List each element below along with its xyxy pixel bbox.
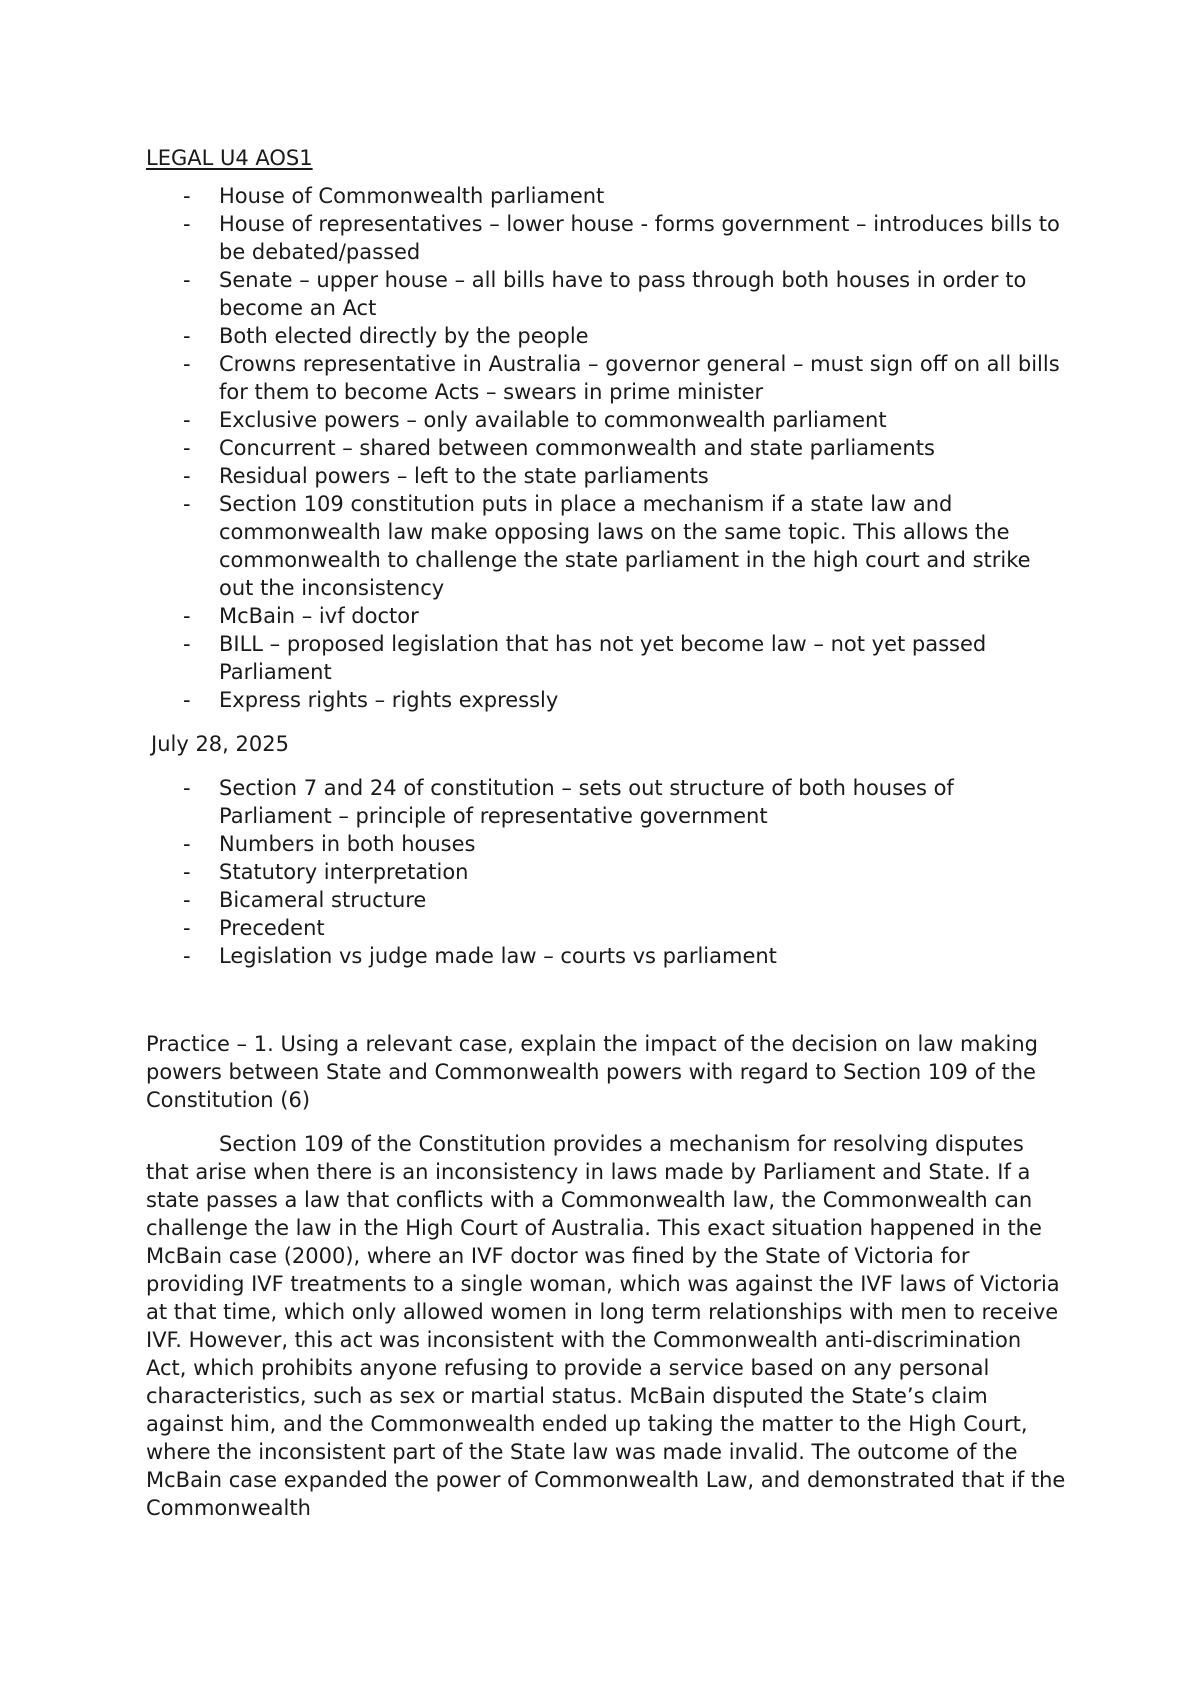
list-item: - BILL – proposed legislation that has not yet become law – not yet passed Parliament	[146, 630, 1066, 686]
document-title: LEGAL U4 AOS1	[146, 146, 313, 170]
list-item: - McBain – ivf doctor	[146, 602, 1066, 630]
list-item: - Crowns representative in Australia – governor general – must sign off on all bills for them to become Acts – swears in prime minister	[146, 350, 1066, 406]
document-body	[146, 144, 1066, 1522]
list-item: - Numbers in both houses	[146, 830, 1066, 858]
list-item: - Section 109 constitution puts in place a mechanism if a state law and commonwealth law make opposing laws on the same topic. This allows the commonwealth to challenge the state parliament in the high court and strike out the inconsistency	[146, 490, 1066, 602]
date-heading: July 28, 2025	[151, 732, 289, 756]
list-item: - Exclusive powers – only available to commonwealth parliament	[146, 406, 1066, 434]
list-item: - Statutory interpretation	[146, 858, 1066, 886]
notes-list-2	[146, 774, 1066, 970]
practice-question: Practice – 1. Using a relevant case, explain the impact of the decision on law making powers between State and Commonwealth powers with regard to Section 109 of the Constitution (6)	[146, 1032, 1038, 1112]
list-item: - Legislation vs judge made law – courts vs parliament	[146, 942, 1066, 970]
list-item: - Both elected directly by the people	[146, 322, 1066, 350]
list-item: - Express rights – rights expressly	[146, 686, 1066, 714]
list-item: - House of representatives – lower house - forms government – introduces bills to be debated/passed	[146, 210, 1066, 266]
list-item: - Senate – upper house – all bills have to pass through both houses in order to become an Act	[146, 266, 1066, 322]
list-item: - House of Commonwealth parliament	[146, 182, 1066, 210]
answer-paragraph: Section 109 of the Constitution provides a mechanism for resolving disputes that arise when there is an inconsistency in laws made by Parliament and State. If a state passes a law that conflicts with a Commonwealth law, the Commonwealth can challenge the law in the High Court of Australia. This exact situation happened in the McBain case (2000), where an IVF doctor was fined by the State of Victoria for providing IVF treatments to a single woman, which was against the IVF laws of Victoria at that time, which only allowed women in long term relationships with men to receive IVF. However, this act was inconsistent with the Commonwealth anti-discrimination Act, which prohibits anyone refusing to provide a service based on any personal characteristics, such as sex or martial status. McBain disputed the State’s claim against him, and the Commonwealth ended up taking the matter to the High Court, where the inconsistent part of the State law was made invalid. The outcome of the McBain case expanded the power of Commonwealth Law, and demonstrated that if the Commonwealth	[146, 1132, 1066, 1520]
list-item: - Precedent	[146, 914, 1066, 942]
list-item: - Bicameral structure	[146, 886, 1066, 914]
list-item: - Concurrent – shared between commonwealth and state parliaments	[146, 434, 1066, 462]
list-item: - Residual powers – left to the state parliaments	[146, 462, 1066, 490]
notes-list-1	[146, 182, 1066, 714]
list-item: - Section 7 and 24 of constitution – sets out structure of both houses of Parliament – principle of representative government	[146, 774, 1066, 830]
